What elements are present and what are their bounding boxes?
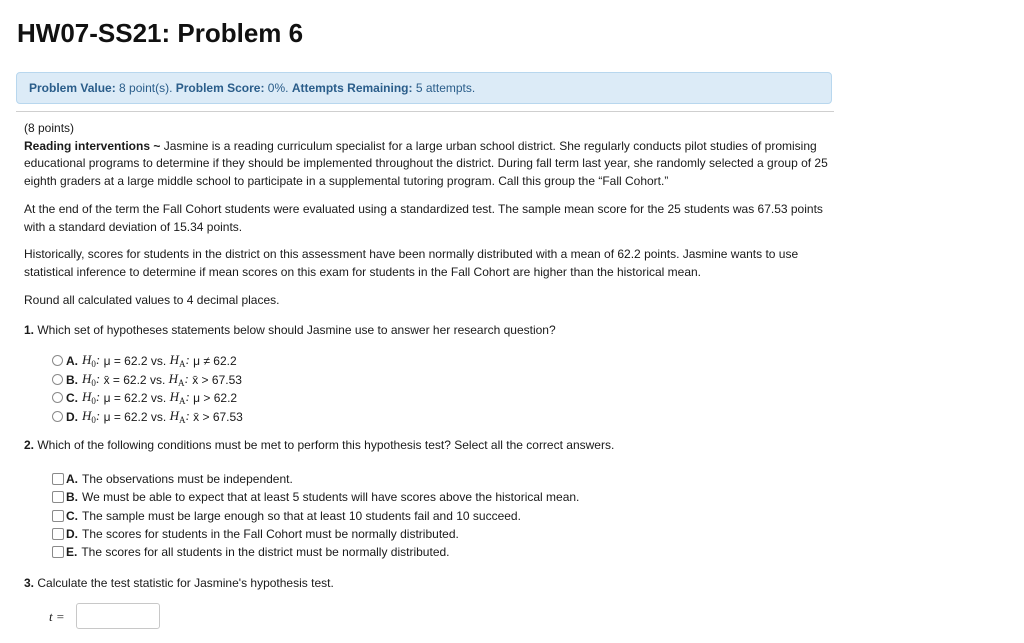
problem-value: 8 point(s). bbox=[119, 81, 173, 95]
rounding-instruction: Round all calculated values to 4 decimal places. bbox=[24, 293, 280, 307]
paragraph-3: Historically, scores for students in the district on this assessment have been normally distributed with a mean of 62.2 points. Jasmine wants to use statistical inference to determine if mean scores on this exam for students in the Fall Cohort are higher than the historical mean. bbox=[24, 247, 799, 279]
checkbox[interactable] bbox=[52, 546, 64, 558]
checkbox[interactable] bbox=[52, 510, 64, 522]
intro-paragraph bbox=[24, 138, 830, 191]
q1-option-a[interactable]: A. $H_0$: μ = 62.2 vs. $H_A$: μ ≠ 62.2 bbox=[52, 352, 237, 369]
radio-button[interactable] bbox=[52, 392, 63, 403]
attempts-remaining: 5 attempts. bbox=[415, 81, 476, 95]
question-1 bbox=[24, 322, 830, 340]
checkbox[interactable] bbox=[52, 473, 64, 485]
question-1-number: 1. bbox=[24, 323, 35, 337]
problem-score: 0%. bbox=[267, 81, 289, 95]
radio-button[interactable] bbox=[52, 355, 63, 366]
intro-text: Jasmine is a reading curriculum specialist for a large urban school district. She regularly conducts pilot studies of promising educational programs to determine if they should be implemented throughout the district. During fall term last year, she randomly selected a group of 25 eighth graders at a large middle school to participate in a supplemental tutoring program. Call this group the “Fall Cohort.” bbox=[24, 138, 828, 188]
radio-button[interactable] bbox=[52, 374, 63, 385]
q1-option-c[interactable]: C. $H_0$: μ = 62.2 vs. $H_A$: μ > 62.2 bbox=[52, 389, 237, 406]
problem-statement bbox=[24, 120, 830, 190]
radio-button[interactable] bbox=[52, 411, 63, 422]
divider bbox=[16, 111, 834, 112]
checkbox[interactable] bbox=[52, 491, 64, 503]
problem-status-banner bbox=[16, 72, 832, 104]
problem-heading: Reading interventions ~ bbox=[24, 138, 161, 153]
checkbox[interactable] bbox=[52, 528, 64, 540]
q2-option-a[interactable]: A. The observations must be independent. bbox=[52, 472, 293, 486]
points-text: (8 points) bbox=[24, 121, 75, 135]
test-statistic-label: t = bbox=[49, 609, 65, 624]
page-title: HW07-SS21: Problem 6 bbox=[17, 18, 304, 48]
problem-score-label: Problem Score: bbox=[175, 81, 265, 95]
q1-option-b[interactable]: B. $H_0$: x̄ = 62.2 vs. $H_A$: x̄ > 67.53 bbox=[52, 371, 242, 388]
question-2-text: Which of the following conditions must be met to perform this hypothesis test? Select all the correct answers. bbox=[37, 438, 615, 452]
q2-option-e[interactable]: E. The scores for all students in the district must be normally distributed. bbox=[52, 545, 450, 559]
q2-option-d[interactable]: D. The scores for students in the Fall Cohort must be normally distributed. bbox=[52, 527, 459, 541]
question-3-number: 3. bbox=[24, 576, 35, 590]
question-3-text: Calculate the test statistic for Jasmine's hypothesis test. bbox=[37, 576, 334, 590]
q2-option-c[interactable]: C. The sample must be large enough so that at least 10 students fail and 10 succeed. bbox=[52, 509, 521, 523]
question-2 bbox=[24, 437, 830, 455]
question-3 bbox=[24, 575, 830, 593]
problem-value-label: Problem Value: bbox=[29, 81, 116, 95]
paragraph-2: At the end of the term the Fall Cohort students were evaluated using a standardized test. The sample mean score for the 25 students was 67.53 points with a standard deviation of 15.34 points. bbox=[24, 202, 823, 234]
test-statistic-input[interactable] bbox=[76, 603, 160, 629]
q1-option-d[interactable]: D. $H_0$: μ = 62.2 vs. $H_A$: x̄ > 67.53 bbox=[52, 408, 243, 425]
attempts-remaining-label: Attempts Remaining: bbox=[291, 81, 413, 95]
question-1-text: Which set of hypotheses statements below should Jasmine use to answer her research question? bbox=[37, 323, 556, 337]
q2-option-b[interactable]: B. We must be able to expect that at least 5 students will have scores above the historical mean. bbox=[52, 490, 579, 504]
question-2-number: 2. bbox=[24, 438, 35, 452]
